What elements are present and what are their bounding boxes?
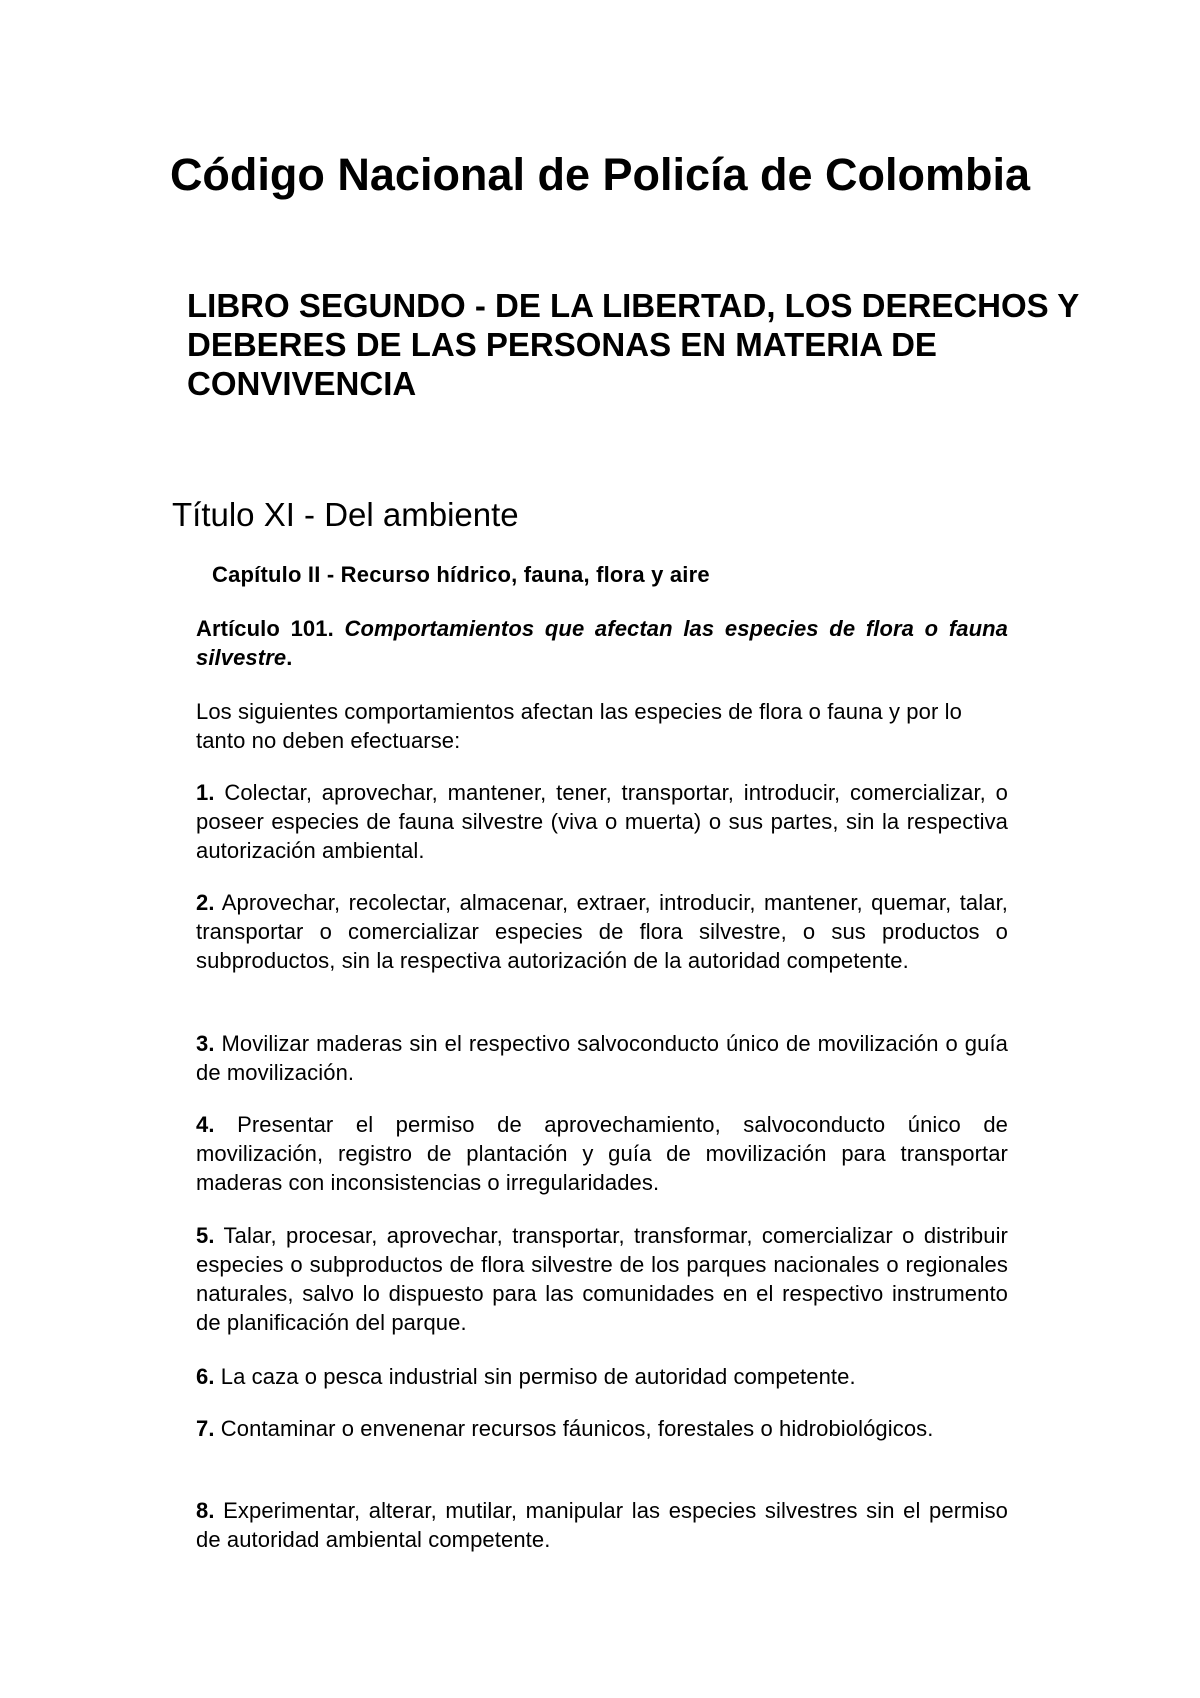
articulo-heading [196,614,1008,672]
item-text: Contaminar o envenenar recursos fáunicos, forestales o hidrobiológicos. [220,1416,934,1441]
item-number: 1. [196,780,215,805]
item-number: 8. [196,1498,215,1523]
articulo-title-end: . [286,645,293,670]
item-number: 6. [196,1364,215,1389]
item-text: Colectar, aprovechar, mantener, tener, transportar, introducir, comercializar, o poseer especies de fauna silvestre (viva o muerta) o sus partes, sin la respectiva autorización ambiental. [196,780,1008,863]
titulo-heading: Título XI - Del ambiente [172,496,519,533]
document-title: Código Nacional de Policía de Colombia [169,149,1031,200]
item-text: Aprovechar, recolectar, almacenar, extraer, introducir, mantener, quemar, talar, transportar o comercializar especies de flora silvestre, o sus productos o subproductos, sin la respectiva autorización de la autoridad competente. [196,890,1008,973]
libro-heading: LIBRO SEGUNDO - DE LA LIBERTAD, LOS DERECHOS Y DEBERES DE LAS PERSONAS EN MATERIA DE CONVIVENCIA [187,287,1079,402]
item-text: Talar, procesar, aprovechar, transportar, transformar, comercializar o distribuir especies o subproductos de flora silvestre de los parques nacionales o regionales naturales, salvo lo dispuesto para las comunidades en el respectivo instrumento de planificación del parque. [196,1223,1008,1335]
list-item [196,1496,1008,1554]
item-number: 5. [196,1223,215,1248]
list-item [196,1362,1008,1391]
item-number: 3. [196,1031,215,1056]
articulo-number: Artículo 101. [196,616,334,641]
list-item [196,1221,1008,1337]
list-item [196,1414,1008,1443]
list-item [196,1110,1008,1197]
item-number: 7. [196,1416,215,1441]
capitulo-heading: Capítulo II - Recurso hídrico, fauna, flora y aire [212,562,710,587]
item-number: 4. [196,1112,215,1137]
intro-paragraph: Los siguientes comportamientos afectan las especies de flora o fauna y por lo tanto no deben efectuarse: [196,699,962,753]
item-text: Presentar el permiso de aprovechamiento, salvoconducto único de movilización, registro de plantación y guía de movilización para transportar maderas con inconsistencias o irregularidades. [196,1112,1009,1195]
list-item [196,1029,1008,1087]
list-item [196,778,1008,865]
list-item [196,888,1008,975]
item-text: Movilizar maderas sin el respectivo salvoconducto único de movilización o guía de movilización. [196,1031,1009,1085]
articulo-title: Comportamientos que afectan las especies de flora o fauna silvestre [196,616,1009,670]
item-text: La caza o pesca industrial sin permiso de autoridad competente. [220,1364,856,1389]
item-text: Experimentar, alterar, mutilar, manipular las especies silvestres sin el permiso de autoridad ambiental competente. [196,1498,1008,1552]
item-number: 2. [196,890,215,915]
